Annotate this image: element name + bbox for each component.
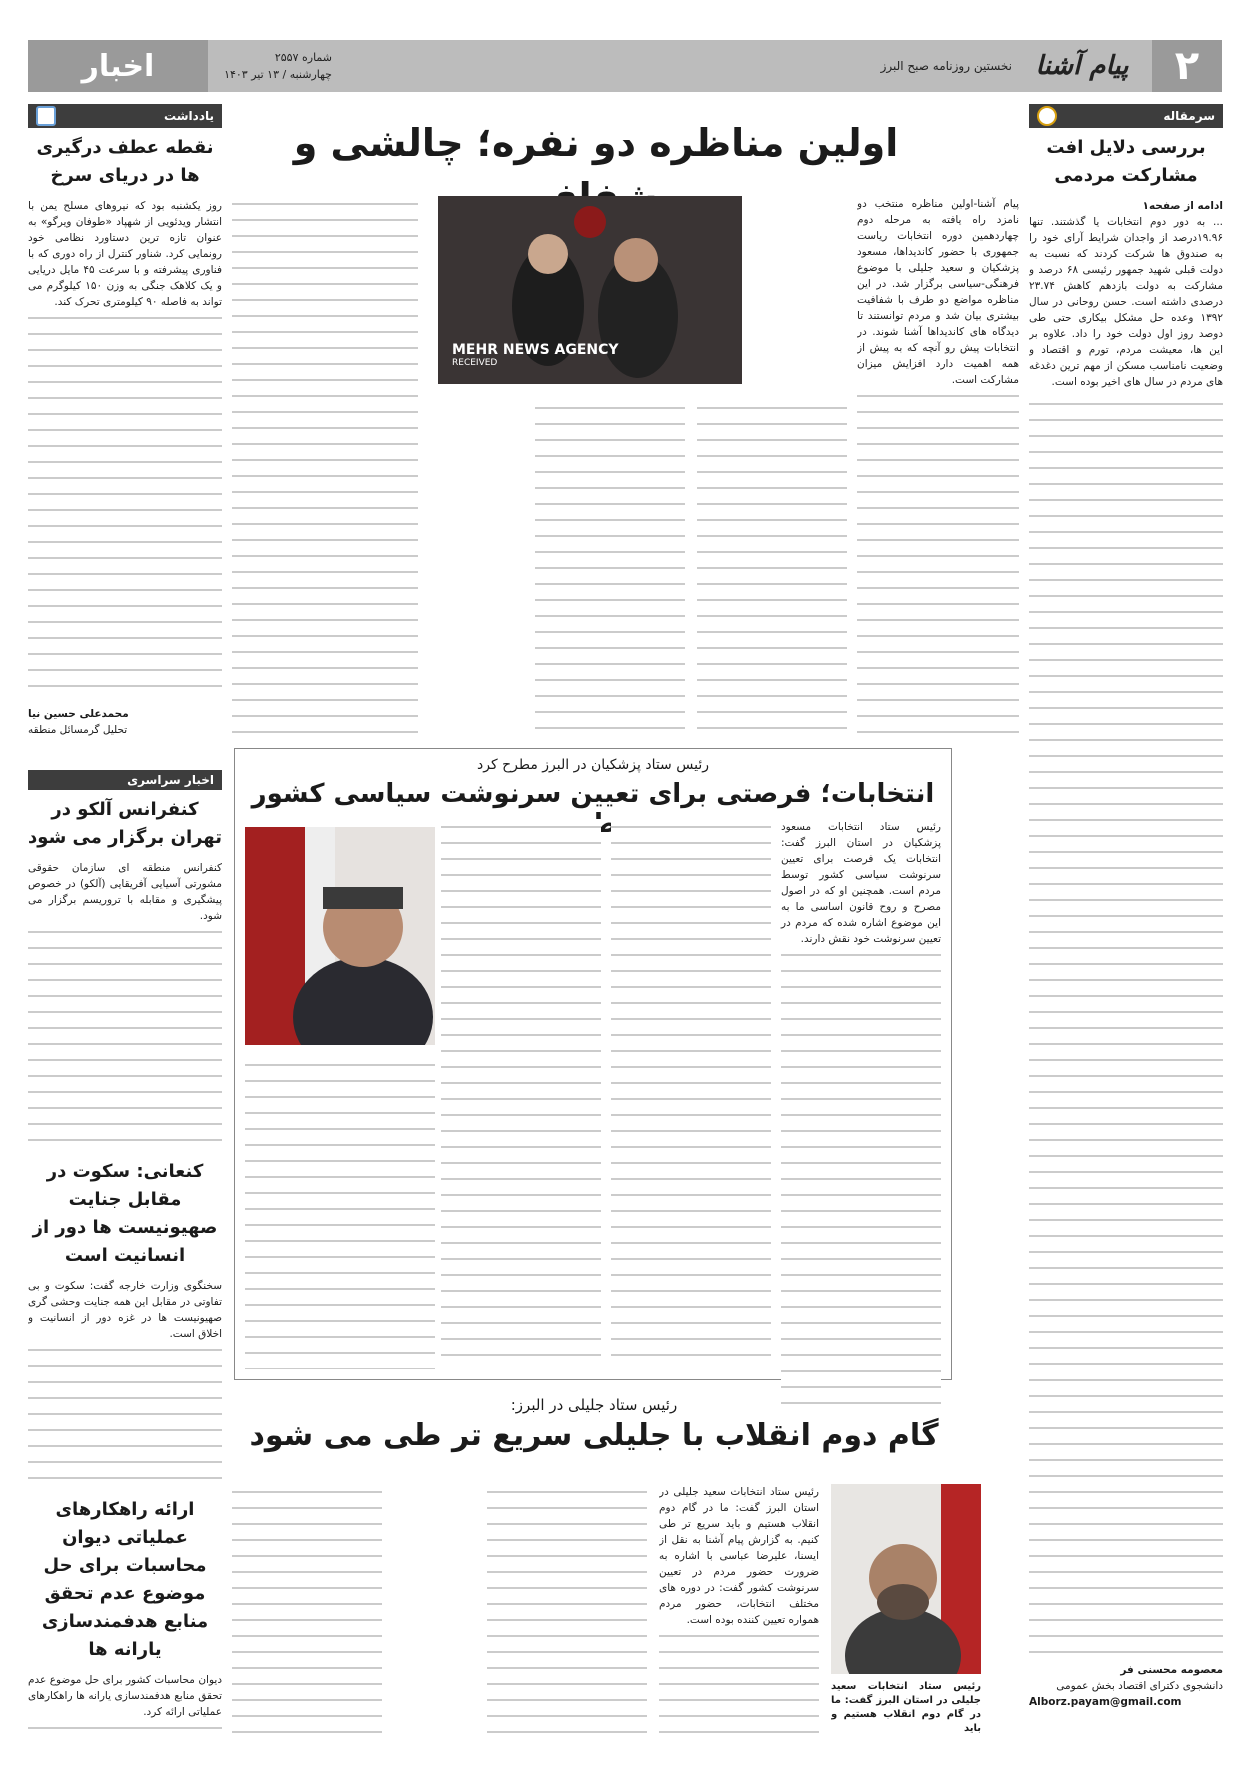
box2-body	[487, 1484, 647, 1740]
official-portrait-image	[245, 827, 435, 1045]
brief-2-title: کنعانی: سکوت در مقابل جنایت صهیونیست ها دور از انسانیت است	[32, 1161, 218, 1266]
editorial-email: Alborz.payam@gmail.com	[1029, 1696, 1182, 1708]
notes-body: روز یکشنبه بود که نیروهای مسلح یمن با انتشار ویدئویی از شهپاد «طوفان ویرگو» به عنوان تازه ترین دستاورد نظامی خود رونمایی کرد. شناور کنترل از راه دوری که با فناوری پیشرفته و با سرعت ۴۵ مایل دریایی و یک کلاهک جنگی به وزن ۱۵۰ کیلوگرم می تواند به فاصله ۹۰ کیلومتری تحرک کند.	[28, 200, 222, 308]
jalili-article	[232, 1396, 956, 1453]
box2-title: گام دوم انقلاب با جلیلی سریع تر طی می شود	[249, 1418, 939, 1453]
masthead-motto: نخستین روزنامه صبح البرز	[880, 59, 1012, 73]
notes-section-label: یادداشت	[164, 109, 214, 123]
editorial-author-title: دانشجوی دکترای اقتصاد بخش عمومی	[1056, 1680, 1223, 1692]
editorial-body-continued	[1029, 396, 1223, 1656]
brief-2-body: سخنگوی وزارت خارجه گفت: سکوت و بی تفاوتی در مقابل این همه جنایت وحشی گری صهیونیست ها در غزه دور از انسانیت و اخلاق است.	[28, 1280, 222, 1340]
masthead	[28, 40, 1222, 92]
editorial-section-label: سرمقاله	[1163, 109, 1215, 123]
box1-column-4	[245, 1057, 435, 1369]
official-portrait-image	[831, 1484, 981, 1674]
newspaper-logo: پیام آشنا	[1035, 51, 1129, 81]
box2-body	[232, 1484, 382, 1740]
jalili-aide-photo	[831, 1484, 981, 1674]
box2-column-2	[487, 1484, 647, 1740]
box2-body	[659, 1628, 819, 1740]
notepad-icon	[36, 106, 56, 126]
debate-photo	[438, 196, 742, 384]
article1-column-3	[535, 400, 685, 736]
pezeshkian-aide-photo	[245, 827, 435, 1045]
jalili-photo-caption: رئیس ستاد انتخابات سعید جلیلی در استان البرز گفت: ما در گام دوم انقلاب هستیم و باید	[831, 1681, 981, 1734]
issue-number: شماره ۲۵۵۷	[274, 51, 332, 64]
box1-column-2	[611, 819, 771, 1369]
editorial-lead: ادامه از صفحه۱	[1142, 200, 1223, 212]
brief-3-body: دیوان محاسبات کشور برای حل موضوع عدم تحقق منابع هدفمندسازی یارانه ها راهکارهای عملیاتی ارائه کرد.	[28, 1674, 222, 1718]
briefs-column	[28, 770, 222, 1740]
page-number: ۲	[1152, 40, 1222, 92]
notes-body-continued	[28, 310, 222, 700]
article1-column-1	[857, 196, 1019, 736]
notes-author-title: تحلیل گرمسائل منطقه	[28, 724, 128, 736]
box2-kicker: رئیس ستاد جلیلی در البرز:	[510, 1396, 678, 1414]
editorial-column	[1029, 104, 1223, 1754]
brief-2-continued	[28, 1342, 222, 1492]
article1-column-4	[232, 196, 418, 736]
pezeshkian-article-box	[234, 748, 952, 1380]
article1-body	[697, 400, 847, 736]
eye-icon	[1037, 106, 1057, 126]
box1-kicker: رئیس ستاد پزشکیان در البرز مطرح کرد	[477, 757, 709, 773]
briefs-section-label: اخبار سراسری	[127, 773, 214, 787]
article1-column-2	[697, 400, 847, 736]
article1-body	[857, 388, 1019, 736]
box1-body	[781, 947, 941, 1417]
issue-date: چهارشنبه / ۱۳ تیر ۱۴۰۳	[224, 68, 332, 81]
brief-1-title: کنفرانس آلکو در تهران برگزار می شود	[28, 799, 222, 848]
issue-info	[222, 49, 332, 83]
notes-header	[28, 104, 222, 128]
box2-column-3	[232, 1484, 382, 1740]
editorial-body: ... به دور دوم انتخابات یا گذشتند. تنها ۱۹.۹۶درصد از واجدان شرایط آرای خود را به صندوق ها شرکت کردند که نسبت به دولت قبلی شهید جمهور رئیسی ۶۸ درصد و مشارکت به دولت بازدهم کاهش ۲۳.۷۴ درصدی داشته است. حسن روحانی در سال ۱۳۹۲ وعده حل مشکل بیکاری حتی طی دوصد روز اول دولت خود را داد. علاوه بر این ها، معیشت مردم، تورم و اقتصاد و وضعیت نامناسب مسکن از مهم ترین دغدغه های مردم در سال های اخیر بوده است.	[1029, 216, 1223, 388]
box1-title: انتخابات؛ فرصتی برای تعیین سرنوشت سیاسی کشور	[251, 779, 935, 809]
editorial-header	[1029, 104, 1223, 128]
editorial-author: معصومه محسنی فر	[1120, 1664, 1223, 1676]
section-rubric: اخبار	[28, 40, 208, 92]
brief-3-title: ارائه راهکارهای عملیاتی دیوان محاسبات برای حل موضوع عدم تحقق منابع هدفمندسازی یارانه ها	[41, 1499, 209, 1660]
article1-body	[232, 196, 418, 736]
notes-author: محمدعلی حسین نیا	[28, 708, 129, 720]
main-headline: اولین مناظره دو نفره؛ چالشی و	[293, 121, 899, 165]
notes-title: نقطه عطف درگیری ها در دریای سرخ	[36, 137, 214, 186]
article1-intro: پیام آشنا-اولین مناظره منتخب دو نامزد راه یافته به مرحله دوم چهاردهمین دوره انتخابات ریاست جمهوری با حضور کاندیداها، مسعود پزشکیان و سعید جلیلی با موضوع فرهنگی-سیاسی برگزار شد. در این مناظره مواضع دو طرف با شفافیت بیشتری بیان شد و مردم توانستند تا دیدگاه های کاندیداها آشنا شوند. در انتخابات پیش رو آنچه که به پیش از همه اهمیت دارد افزایش میزان مشارکت است.	[857, 198, 1019, 386]
photo-agency-caption: MEHR NEWS AGENCY RECEIVED	[452, 342, 619, 368]
box1-column-1: رئیس ستاد انتخابات مسعود پزشکیان در استان البرز گفت: انتخابات یک فرصت برای تعیین سرنوشت سیاسی کشور توسط مردم است. همچنین او که در اصول مصرح و روح قانون اساسی ما به این موضوع اشاره شده که مردم در تعیین سرنوشت خود نقش دارند.	[781, 819, 941, 1369]
brief-3-continued	[28, 1720, 222, 1740]
brief-1-continued	[28, 924, 222, 1154]
editorial-title: بررسی دلایل افت مشارکت مردمی	[1046, 137, 1206, 186]
brief-1-body: کنفرانس منطقه ای سازمان حقوقی مشورتی آسیایی آفریقایی (آلکو) در خصوص پیشگیری و مقابله با تروریسم برگزار می شود.	[28, 862, 222, 922]
box2-column-1: رئیس ستاد انتخابات سعید جلیلی در استان البرز گفت: ما در گام دوم انقلاب هستیم و باید سریع تر طی کنیم. به گزارش پیام آشنا به نقل از ایسنا، علیرضا عباسی با اشاره به ضرورت حضور مردم در تعیین سرنوشت کشور گفت: در دوره های مختلف انتخابات، حضور مردم همواره تعیین کننده بوده است.	[659, 1484, 819, 1740]
article1-body	[535, 400, 685, 736]
notes-column	[28, 104, 222, 760]
briefs-header	[28, 770, 222, 790]
box1-column-3	[441, 819, 601, 1369]
